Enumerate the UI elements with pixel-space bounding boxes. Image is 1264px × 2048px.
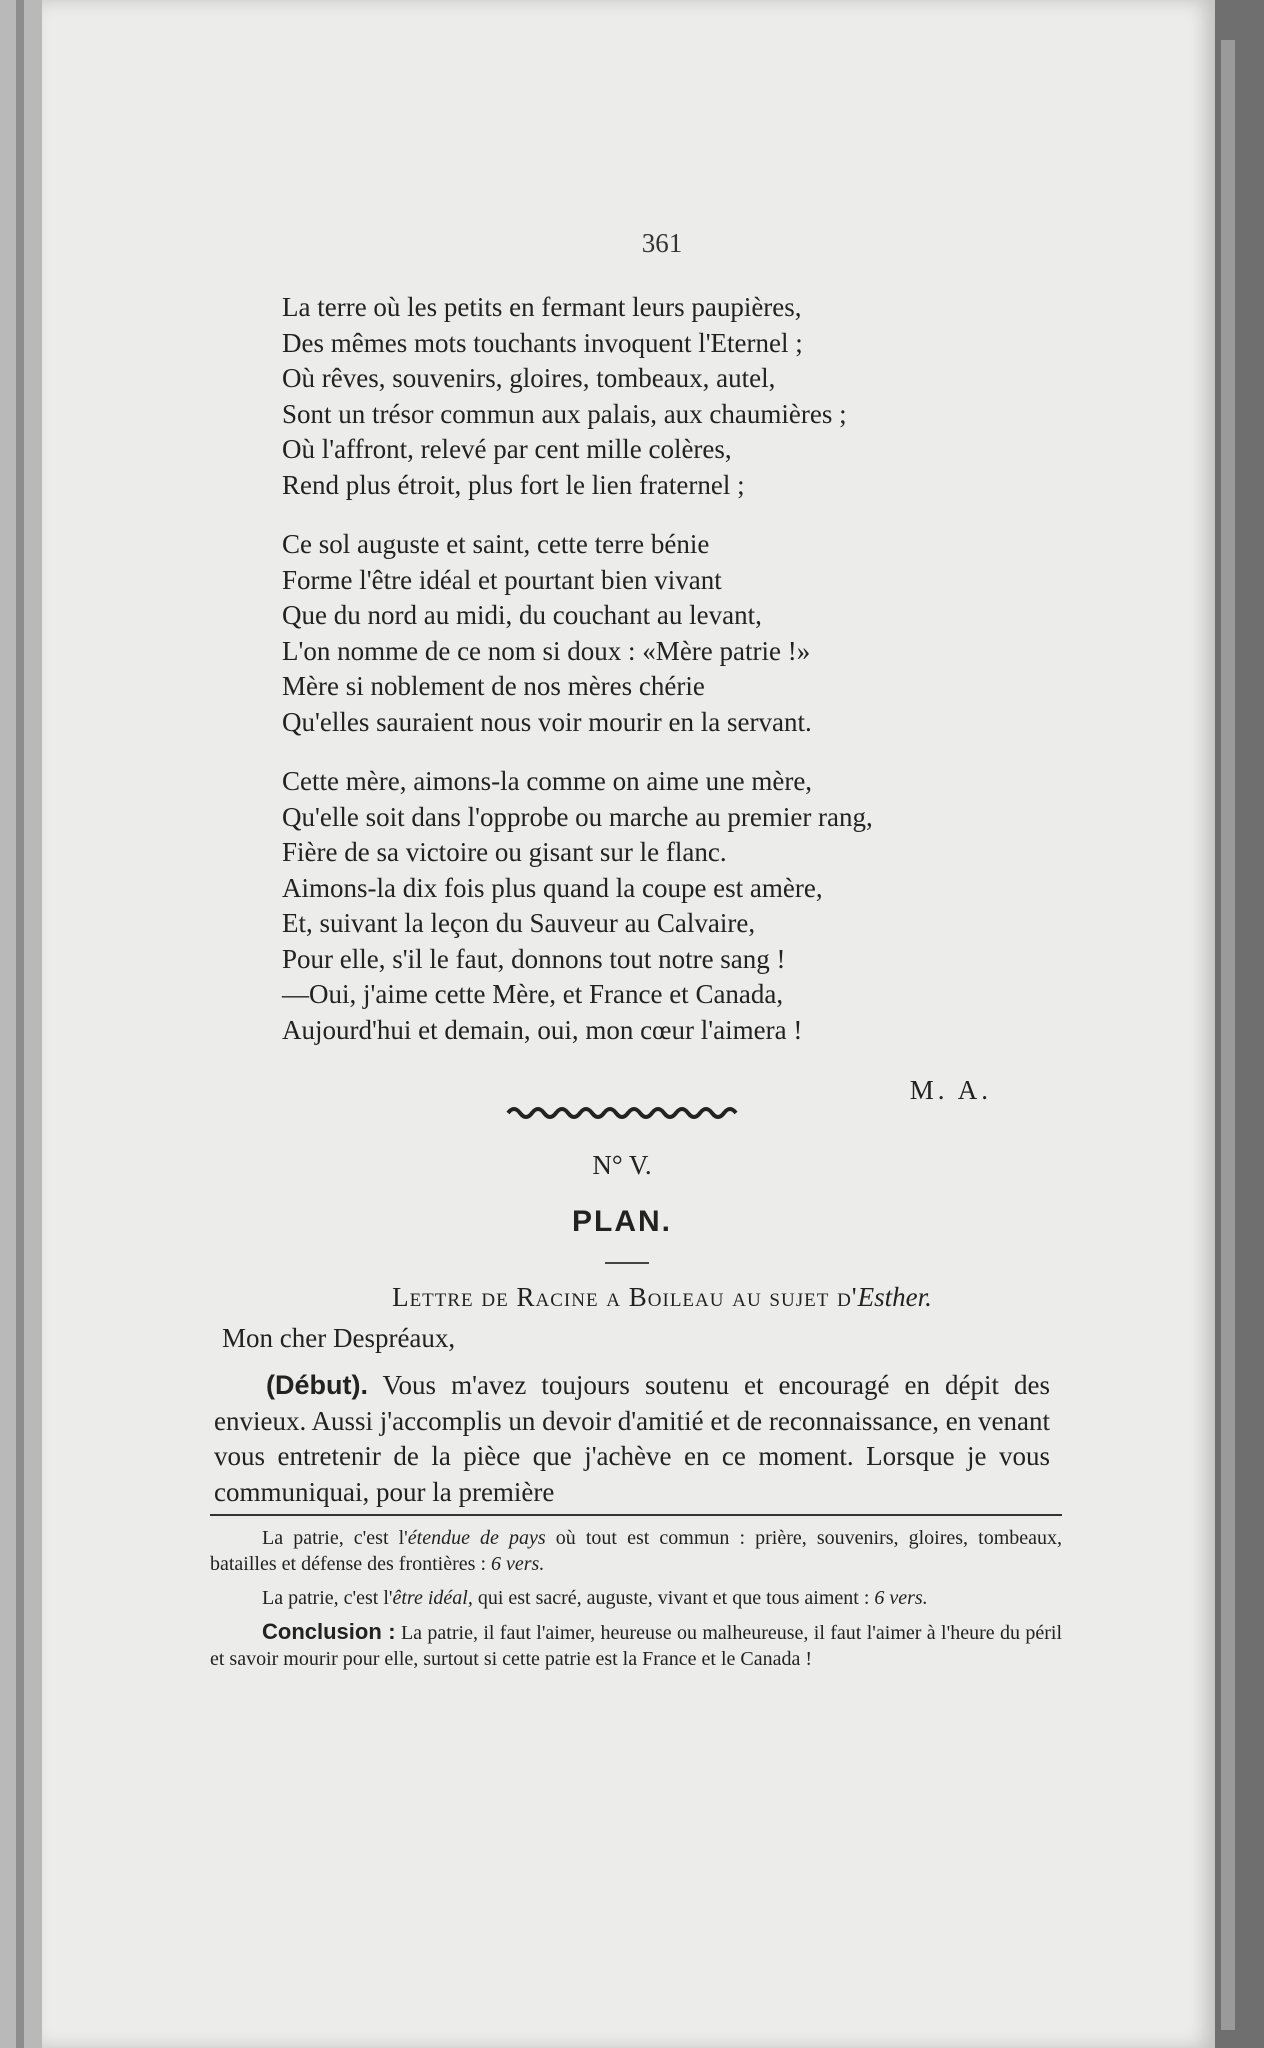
verse-line: Que du nord au midi, du couchant au levant, [282,600,762,630]
verse-line: Forme l'être idéal et pourtant bien vivant [282,564,722,595]
verse-line: Des mêmes mots touchants invoquent l'Eternel ; [282,327,803,358]
verse-line: Fière de sa victoire ou gisant sur le flanc. [282,837,727,867]
footnote-verse-count: 6 vers. [874,1587,928,1609]
footnote-emphasis: étendue de pays [407,1527,546,1549]
right-background [1215,0,1264,2048]
conclusion-label: Conclusion : [262,1619,396,1644]
footnote-1 [210,1525,1062,1577]
left-background [0,0,42,2048]
page-edges [1221,40,1235,2030]
verse-line: Ce sol auguste et saint, cette terre bénie [282,529,710,559]
letter-heading [272,1282,1052,1313]
poem-stanza-1 [282,290,1042,503]
page-number: 361 [641,228,683,258]
verse-line: Cette mère, aimons-la comme on aime une mère, [282,766,813,796]
verse-line: L'on nomme de ce nom si doux : «Mère patrie !» [282,635,811,666]
verse-line: Sont un trésor commun aux palais, aux chaumières ; [282,398,847,429]
footnote-2 [210,1585,1062,1611]
letter-heading-work-title: Esther. [857,1282,932,1312]
poem-stanza-3 [282,764,1042,1048]
verse-line: Où l'affront, relevé par cent mille colères, [282,434,732,464]
footnote-text: où tout est commun : prière, souvenirs, gloires, tombeaux, batailles et défense des frontières : [210,1527,1062,1575]
verse-line: Aimons-la dix fois plus quand la coupe est amère, [282,872,823,903]
verse-line: Rend plus étroit, plus fort le lien fraternel ; [282,469,745,500]
verse-line: Et, suivant la leçon du Sauveur au Calvaire, [282,908,756,938]
footnote-rule [210,1514,1062,1516]
footnote-verse-count: 6 vers. [491,1553,545,1575]
poem-stanza-2 [282,527,1042,740]
verse-line: Où rêves, souvenirs, gloires, tombeaux, autel, [282,363,776,393]
verse-line: Qu'elle soit dans l'opprobe ou marche au premier rang, [282,801,873,832]
debut-label: (Début). [266,1370,368,1400]
letter-heading-text: Lettre de Racine a Boileau au sujet d' [392,1282,858,1312]
debut-paragraph [214,1368,1050,1510]
verse-line: Mère si noblement de nos mères chérie [282,671,705,701]
verse-line: —Oui, j'aime cette Mère, et France et Canada, [282,979,784,1009]
footnote-conclusion [210,1619,1062,1672]
ornamental-divider [504,1103,744,1123]
verse-line: Pour elle, s'il le faut, donnons tout notre sang ! [282,943,786,974]
verse-line: Aujourd'hui et demain, oui, mon cœur l'aimera ! [282,1014,803,1045]
poem [282,290,1042,1072]
book-spine-shadow [16,0,24,2048]
section-number: N° V. [592,1150,652,1180]
footnote-text: La patrie, c'est l' [262,1527,408,1549]
salutation: Mon cher Despréaux, [222,1323,456,1353]
debut-text: Vous m'avez toujours soutenu et encouragé en dépit des envieux. Aussi j'accomplis un devoir d'amitié et de reconnaissance, en venant vous entretenir de la pièce que j'achève en ce moment. Lorsque je vous communiquai, pour la première [214,1370,1050,1507]
verse-line: La terre où les petits en fermant leurs paupières, [282,292,802,322]
footnotes [210,1525,1062,1680]
title-rule [605,1262,649,1264]
footnote-text: qui est sacré, auguste, vivant et que tous aiment : [472,1587,875,1609]
section-title: PLAN. [572,1205,672,1238]
book-page [42,0,1215,2048]
poem-signature: M. A. [909,1075,992,1105]
footnote-text: La patrie, c'est l' [262,1587,393,1609]
footnote-emphasis: être idéal, [392,1587,473,1609]
verse-line: Qu'elles sauraient nous voir mourir en la servant. [282,706,812,737]
conclusion-text: La patrie, il faut l'aimer, heureuse ou malheureuse, il faut l'aimer à l'heure du péril et savoir mourir pour elle, surtout si cette patrie est la France et le Canada ! [210,1622,1062,1670]
